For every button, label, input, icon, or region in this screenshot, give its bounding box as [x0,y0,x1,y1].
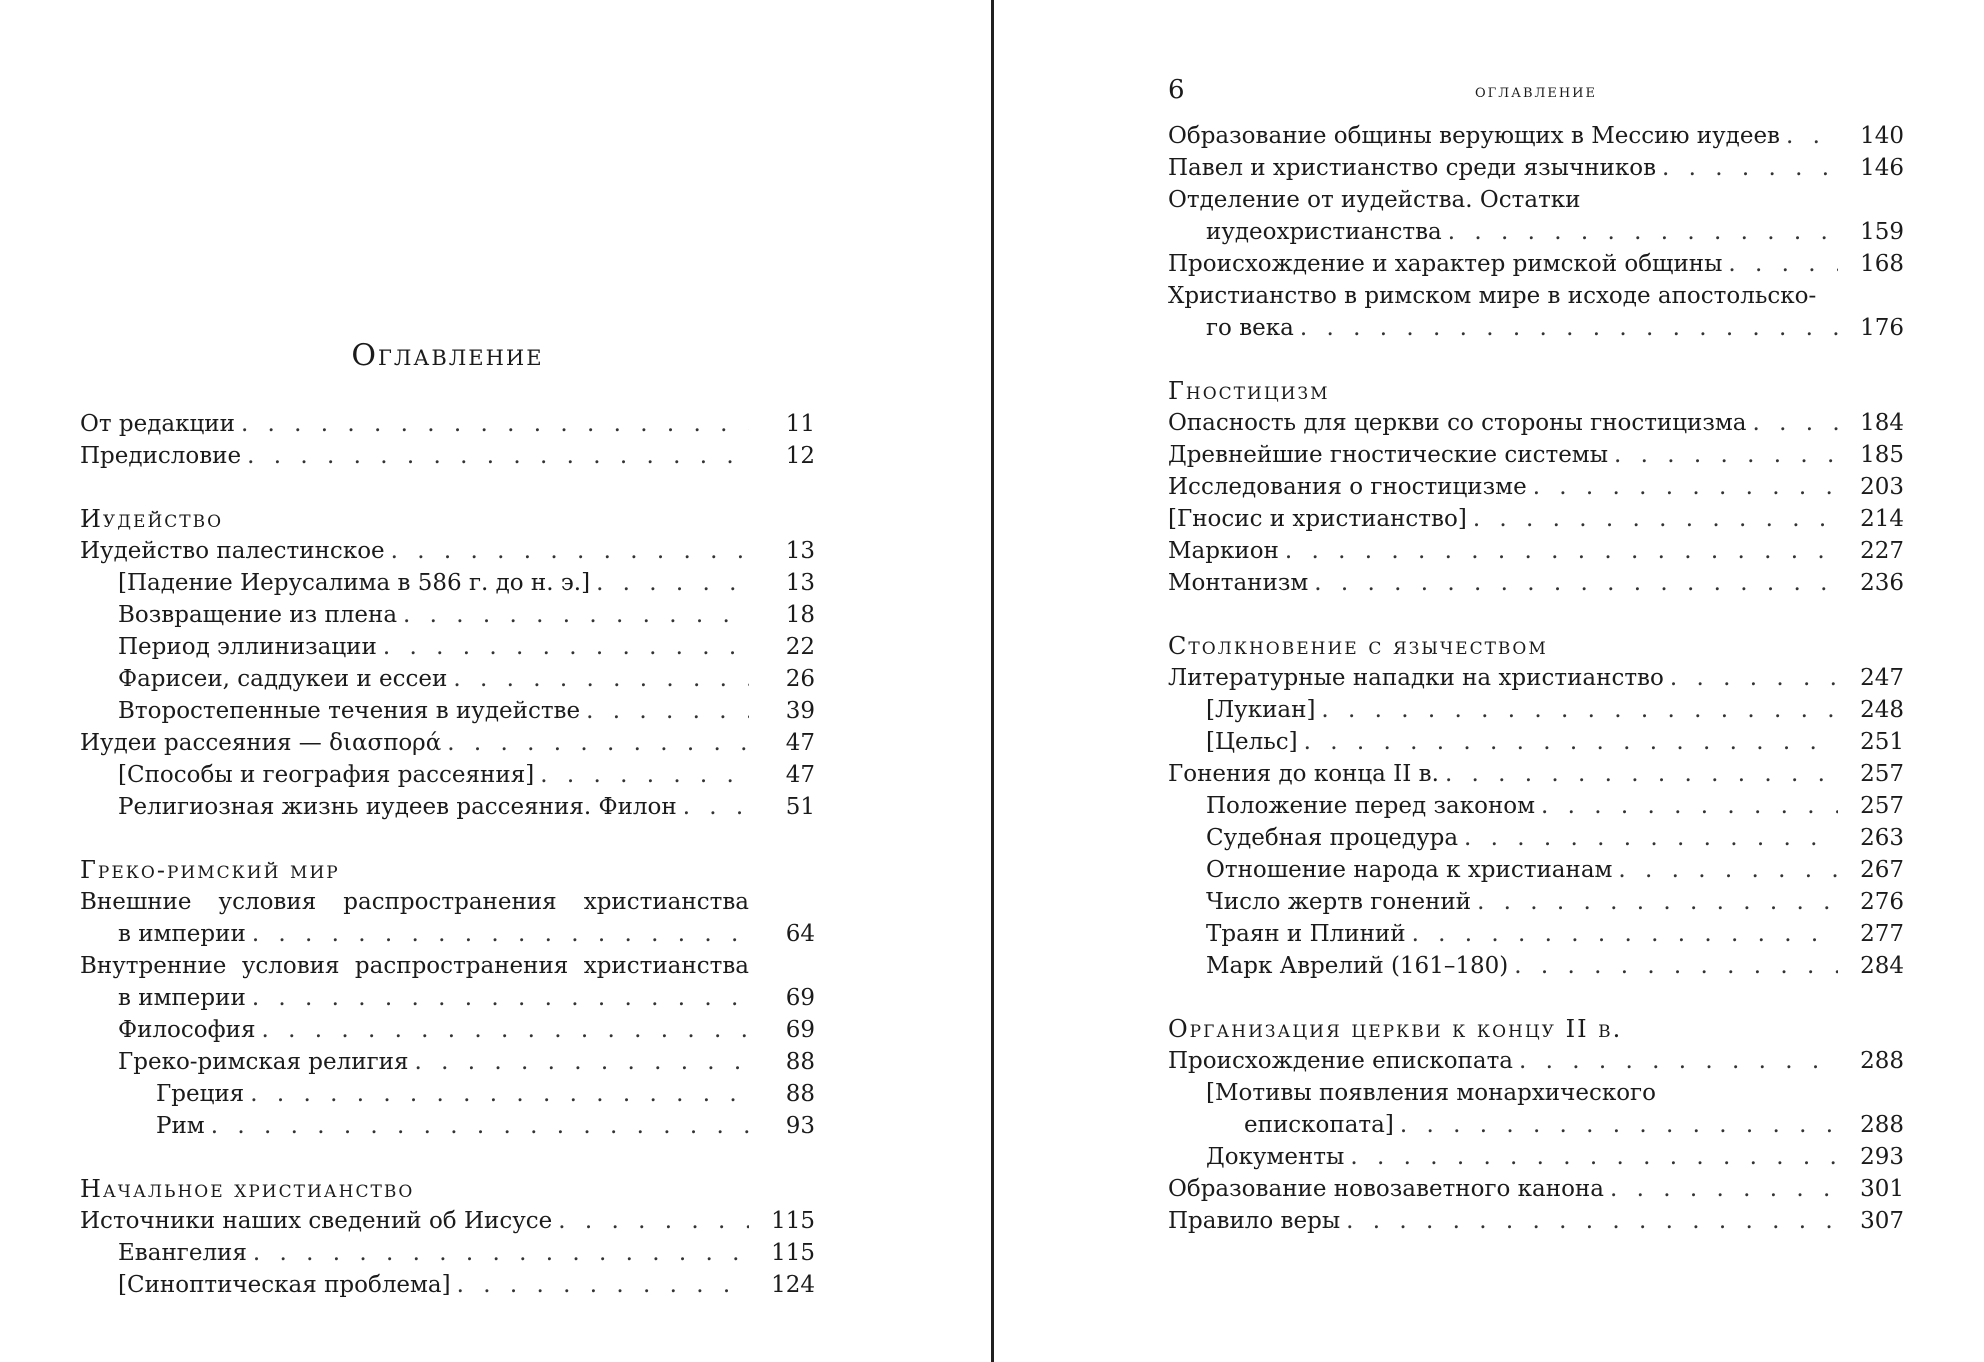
section-heading: Столкновение с язычеством [1168,632,1548,660]
toc-entry-label: го века [1206,315,1294,341]
section-heading: Начальное христианство [80,1175,415,1203]
toc-entry-label: Отношение народа к христианам [1206,857,1613,883]
leader-dots [1728,248,1838,280]
toc-entry[interactable] [80,1205,815,1237]
leader-dots [586,695,749,727]
toc-entry[interactable] [1168,950,1904,982]
toc-entry-label: Павел и христианство среди язычников [1168,155,1657,181]
leader-dots [241,408,749,440]
toc-entry-label: Источники наших сведений об Иисусе [80,1208,553,1234]
toc-entry-page: 140 [1860,123,1904,149]
toc-entry-page: 88 [785,1049,815,1075]
toc-entry-page: 18 [785,602,815,628]
toc-entry-page: 124 [771,1272,815,1298]
toc-entry-label: Предисловие [80,443,242,469]
leader-dots [1350,1141,1838,1173]
toc-entry[interactable] [1168,1173,1904,1205]
section-heading: Греко-римский мир [80,856,340,884]
leader-dots [250,1078,749,1110]
toc-entry-page: 51 [785,794,815,820]
toc-entry-page: 185 [1860,442,1904,468]
toc-entry[interactable] [1168,726,1904,758]
toc-entry-page: 263 [1860,825,1904,851]
leader-dots [211,1110,749,1142]
toc-entry-page: 203 [1860,474,1904,500]
toc-entry[interactable] [1168,1141,1904,1173]
toc-entry[interactable] [1168,790,1904,822]
leader-dots [1314,567,1838,599]
toc-entry-label: Период эллинизации [118,634,377,660]
leader-dots [1662,152,1838,184]
leader-dots [391,535,749,567]
toc-entry-page: 93 [785,1113,815,1139]
leader-dots [1477,886,1838,918]
toc-entry-label: Марк Аврелий (161–180) [1206,953,1509,979]
toc-entry[interactable] [80,982,815,1014]
toc-entry[interactable] [80,1046,815,1078]
toc-entry-label: Фарисеи, саддукеи и ессеи [118,666,448,692]
toc-entry-label: Философия [118,1017,256,1043]
toc-entry[interactable] [80,1269,815,1301]
toc-entry-label: Возвращение из плена [118,602,398,628]
toc-entry-label: Образование новозаветного канона [1168,1176,1604,1202]
toc-entry[interactable] [80,918,815,950]
toc-entry-page: 47 [785,730,815,756]
toc-entry-label: Траян и Плиний [1206,921,1406,947]
toc-entry[interactable] [1168,694,1904,726]
toc-entry-label: [Гносис и христианство] [1168,506,1467,532]
toc-entry-label: Религиозная жизнь иудеев рассеяния. Филон [118,794,677,820]
toc-entry[interactable] [1168,535,1904,567]
toc-entry[interactable] [80,631,815,663]
toc-entry-label: епископата] [1244,1112,1394,1138]
toc-entry[interactable] [1168,918,1904,950]
toc-entry-page: 39 [785,698,815,724]
toc-entry-page: 12 [785,443,815,469]
toc-entry-label: От редакции [80,411,235,437]
leader-dots [453,663,749,695]
toc-entry-label: Иудеи рассеяния — διασπορά [80,730,442,756]
toc-entry-page: 257 [1860,761,1904,787]
toc-entry-label: Маркион [1168,538,1279,564]
running-title: оглавление [1474,80,1597,102]
toc-entry[interactable] [80,886,815,918]
toc-entry-page: 288 [1860,1048,1904,1074]
leader-dots [683,791,749,823]
leader-dots [403,599,749,631]
toc-entry-page: 146 [1860,155,1904,181]
toc-entry[interactable] [1168,312,1904,344]
leader-dots [558,1205,749,1237]
running-header [1168,74,1904,106]
leader-dots [247,440,749,472]
leader-dots [447,727,749,759]
toc-entry[interactable] [80,535,815,567]
toc-entry-label: Иудейство палестинское [80,538,385,564]
toc-entry-page: 247 [1860,665,1904,691]
leader-dots [383,631,749,663]
leader-dots [252,982,749,1014]
leader-dots [1445,758,1838,790]
toc-entry[interactable] [1168,503,1904,535]
toc-entry[interactable] [80,1110,815,1142]
leader-dots [1400,1109,1838,1141]
section-heading: Организация церкви к концу II в. [1168,1015,1623,1043]
toc-entry[interactable] [80,950,815,982]
leader-dots [1346,1205,1838,1237]
toc-entry-label: [Мотивы появления монархического [1206,1080,1656,1106]
leader-dots [1285,535,1838,567]
toc-entry-page: 176 [1860,315,1904,341]
toc-entry-label: Образование общины верующих в Мессию иудеев [1168,123,1781,149]
toc-entry[interactable] [80,1237,815,1269]
leader-dots [1786,120,1838,152]
toc-entry-label: Положение перед законом [1206,793,1536,819]
section-heading: Иудейство [80,505,224,533]
toc-entry-page: 88 [785,1081,815,1107]
toc-entry[interactable] [80,727,815,759]
toc-entry-page: 288 [1860,1112,1904,1138]
left-toc [80,408,815,1301]
leader-dots [1753,407,1838,439]
toc-entry-page: 293 [1860,1144,1904,1170]
toc-entry[interactable] [1168,567,1904,599]
toc-entry-page: 236 [1860,570,1904,596]
toc-entry-label: в империи [118,921,246,947]
leader-dots [252,918,749,950]
leader-dots [1473,503,1838,535]
toc-entry[interactable] [80,440,815,472]
toc-entry[interactable] [1168,184,1904,216]
toc-entry-label: Внешние условия распространения христианства [80,889,749,915]
leader-dots [1533,471,1838,503]
toc-entry[interactable] [80,791,815,823]
page-gutter [991,0,994,1362]
leader-dots [1304,726,1838,758]
leader-dots [1519,1045,1838,1077]
toc-entry-page: 115 [771,1240,815,1266]
toc-entry-label: Евангелия [118,1240,247,1266]
toc-entry[interactable] [80,759,815,791]
toc-entry-page: 47 [785,762,815,788]
toc-entry-label: Второстепенные течения в иудействе [118,698,581,724]
toc-entry[interactable] [1168,152,1904,184]
leader-dots [1541,790,1838,822]
toc-entry[interactable] [80,567,815,599]
toc-title: Оглавление [351,338,544,373]
toc-entry-label: [Падение Иерусалима в 586 г. до н. э.] [118,570,591,596]
toc-entry-label: Судебная процедура [1206,825,1459,851]
toc-entry[interactable] [80,599,815,631]
leader-dots [414,1046,749,1078]
toc-entry-label: Христианство в римском мире в исходе апостольско- [1168,283,1817,309]
toc-entry-page: 284 [1860,953,1904,979]
leader-dots [261,1014,749,1046]
toc-entry-page: 13 [785,538,815,564]
toc-entry-page: 276 [1860,889,1904,915]
toc-entry-label: Гонения до конца II в. [1168,761,1439,787]
toc-entry-label: Греко-римская религия [118,1049,409,1075]
leader-dots [1670,662,1838,694]
toc-entry-label: Рим [156,1113,205,1139]
right-toc [1168,120,1904,1237]
toc-entry[interactable] [1168,1205,1904,1237]
toc-entry-label: Происхождение и характер римской общины [1168,251,1723,277]
toc-entry-page: 301 [1860,1176,1904,1202]
toc-entry-page: 159 [1860,219,1904,245]
toc-entry-page: 168 [1860,251,1904,277]
toc-entry[interactable] [1168,120,1904,152]
toc-entry-page: 22 [785,634,815,660]
toc-entry-page: 69 [785,1017,815,1043]
toc-entry-page: 277 [1860,921,1904,947]
leader-dots [1610,1173,1838,1205]
toc-entry-label: Монтанизм [1168,570,1309,596]
toc-entry-page: 214 [1860,506,1904,532]
toc-entry-page: 267 [1860,857,1904,883]
toc-entry-page: 251 [1860,729,1904,755]
leader-dots [1321,694,1838,726]
toc-entry[interactable] [1168,407,1904,439]
leader-dots [1412,918,1838,950]
toc-entry[interactable] [80,1078,815,1110]
toc-entry-page: 11 [785,411,815,437]
leader-dots [1448,216,1838,248]
toc-entry-label: [Лукиан] [1206,697,1316,723]
toc-entry[interactable] [80,1014,815,1046]
toc-entry-label: Греция [156,1081,245,1107]
toc-entry[interactable] [1168,822,1904,854]
toc-entry-page: 257 [1860,793,1904,819]
toc-entry[interactable] [1168,471,1904,503]
toc-entry-label: иудеохристианства [1206,219,1442,245]
toc-entry-label: [Синоптическая проблема] [118,1272,451,1298]
leader-dots [1614,439,1838,471]
toc-entry[interactable] [80,663,815,695]
leader-dots [596,567,749,599]
toc-entry[interactable] [1168,1045,1904,1077]
toc-entry-page: 184 [1860,410,1904,436]
toc-entry-label: Происхождение епископата [1168,1048,1514,1074]
toc-entry[interactable] [1168,1077,1904,1109]
toc-entry[interactable] [1168,439,1904,471]
toc-entry-page: 13 [785,570,815,596]
toc-entry-label: в империи [118,985,246,1011]
toc-entry-label: Внутренние условия распространения христианства [80,953,749,979]
toc-entry[interactable] [1168,854,1904,886]
toc-entry[interactable] [80,408,815,440]
page-number: 6 [1168,75,1185,105]
toc-entry[interactable] [1168,248,1904,280]
toc-entry-page: 69 [785,985,815,1011]
toc-entry-page: 64 [785,921,815,947]
toc-entry[interactable] [1168,886,1904,918]
toc-entry-page: 248 [1860,697,1904,723]
section-heading: Гностицизм [1168,377,1330,405]
toc-entry-label: [Способы и география рассеяния] [118,762,535,788]
toc-entry-label: Опасность для церкви со стороны гностицизма [1168,410,1747,436]
toc-entry-label: Число жертв гонений [1206,889,1472,915]
toc-entry-page: 227 [1860,538,1904,564]
toc-entry-label: Документы [1206,1144,1345,1170]
toc-entry-label: Правило веры [1168,1208,1341,1234]
toc-entry-label: [Цельс] [1206,729,1298,755]
toc-entry-page: 307 [1860,1208,1904,1234]
leader-dots [1464,822,1838,854]
toc-entry-label: Древнейшие гностические системы [1168,442,1608,468]
toc-entry[interactable] [80,695,815,727]
leader-dots [457,1269,749,1301]
leader-dots [540,759,749,791]
leader-dots [253,1237,749,1269]
toc-entry[interactable] [1168,758,1904,790]
toc-entry-page: 115 [771,1208,815,1234]
toc-entry[interactable] [1168,1109,1904,1141]
toc-entry-label: Исследования о гностицизме [1168,474,1527,500]
toc-entry-page: 26 [785,666,815,692]
toc-entry-label: Литературные нападки на христианство [1168,665,1664,691]
toc-entry[interactable] [1168,662,1904,694]
toc-entry-label: Отделение от иудейства. Остатки [1168,187,1581,213]
leader-dots [1300,312,1838,344]
leader-dots [1618,854,1838,886]
toc-entry[interactable] [1168,280,1904,312]
toc-entry[interactable] [1168,216,1904,248]
leader-dots [1514,950,1838,982]
